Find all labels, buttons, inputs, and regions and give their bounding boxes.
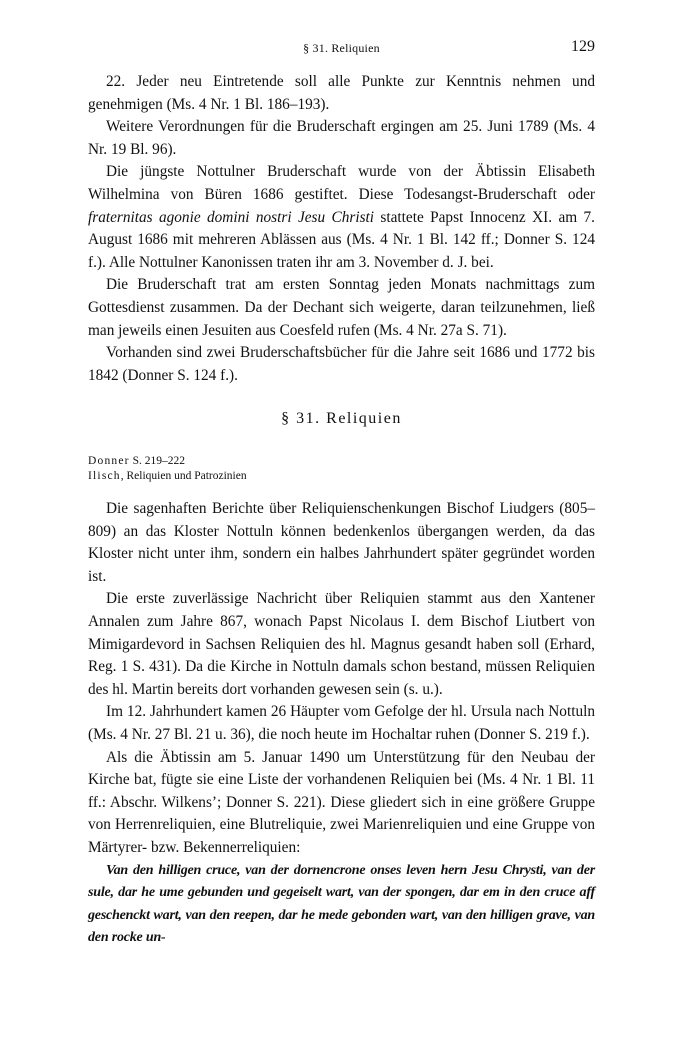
text-run: stattete Papst Innocenz XI. am 7. August 1686 mit mehreren Ablässen aus (Ms. 4 Nr. 1 Bl. 142 ff.; Donner S. 124 f.). Alle Nottulner Kanonissen traten ihr am 3. November d. J. bei.: [88, 208, 595, 271]
page-number: 129: [571, 38, 595, 55]
literature-ref: , Reliquien und Patrozinien: [120, 470, 247, 482]
paragraph: Weitere Verordnungen für die Bruderschaft ergingen am 25. Juni 1789 (Ms. 4 Nr. 19 Bl. 96).: [88, 118, 595, 158]
literature-author: Ilisch: [88, 470, 121, 482]
literature-list: [88, 454, 595, 484]
running-head: [88, 38, 595, 58]
running-title: § 31. Reliquien: [303, 41, 380, 55]
text-block-bruderschaft: [88, 71, 595, 387]
paragraph: Vorhanden sind zwei Bruderschaftsbücher für die Jahre seit 1686 und 1772 bis 1842 (Donner S. 124 f.).: [88, 344, 595, 384]
section-heading: § 31. Reliquien: [281, 410, 402, 427]
paragraph: 22. Jeder neu Eintretende soll alle Punkte zur Kenntnis nehmen und genehmigen (Ms. 4 Nr. 1 Bl. 186–193).: [88, 73, 595, 113]
literature-author: Donner: [88, 455, 130, 467]
literature-item: [88, 469, 595, 484]
paragraph: Im 12. Jahrhundert kamen 26 Häupter vom Gefolge der hl. Ursula nach Nottuln (Ms. 4 Nr. 27 Bl. 21 u. 36), die noch heute im Hochaltar ruhen (Donner S. 219 f.).: [88, 703, 595, 743]
latin-title: fraternitas agonie domini nostri Jesu Christi: [88, 208, 375, 226]
relic-list-quote: Van den hilligen cruce, van der dornencrone onses leven hern Jesu Chrysti, van der sule, dar he ume gebunden und gegeiselt wart, van der spongen, dar em in den cruce aff geschenckt wart, van den reepen, dar he mede gebonden wart, van den hilligen grave, van den rocke un-: [88, 862, 595, 946]
paragraph: Die sagenhaften Berichte über Reliquienschenkungen Bischof Liudgers (805–809) an das Kloster Nottuln können bedenkenlos übergangen werden, da das Kloster nicht unter ihm, sondern ein halbes Jahrhundert später gegründet worden ist.: [88, 500, 595, 585]
text-run: Die jüngste Nottulner Bruderschaft wurde von der Äbtissin Elisabeth Wilhelmina von Büren 1686 gestiftet. Diese Todesangst-Bruderschaft oder: [88, 163, 595, 203]
paragraph: Die erste zuverlässige Nachricht über Reliquien stammt aus den Xantener Annalen zum Jahre 867, wonach Papst Nicolaus I. dem Bischof Liutbert von Mimigardevord in Sachsen Reliquien des hl. Magnus gesandt haben soll (Erhard, Reg. 1 S. 431). Da die Kirche in Nottuln damals schon bestand, müssen Reliquien des hl. Martin bereits dort vorhanden gewesen sein (s. u.).: [88, 590, 595, 698]
text-block-reliquien: [88, 498, 595, 950]
paragraph: Als die Äbtissin am 5. Januar 1490 um Unterstützung für den Neubau der Kirche bat, fügte sie eine Liste der vorhandenen Reliquien bei (Ms. 4 Nr. 1 Bl. 11 ff.: Abschr. Wilkens’; Donner S. 221). Diese gliedert sich in eine größere Gruppe von Herrenreliquien, eine Blutreliquie, zwei Marienreliquien und eine Gruppe von Märtyrer- bzw. Bekennerreliquien:: [88, 748, 595, 856]
paragraph: Die Bruderschaft trat am ersten Sonntag jeden Monats nachmittags zum Gottesdienst zusammen. Da der Dechant sich weigerte, daran teilzunehmen, ließ man jeweils einen Jesuiten aus Coesfeld rufen (Ms. 4 Nr. 27a S. 71).: [88, 276, 595, 339]
literature-item: [88, 454, 595, 469]
literature-ref: S. 219–222: [129, 455, 185, 467]
paragraph: [88, 161, 595, 274]
